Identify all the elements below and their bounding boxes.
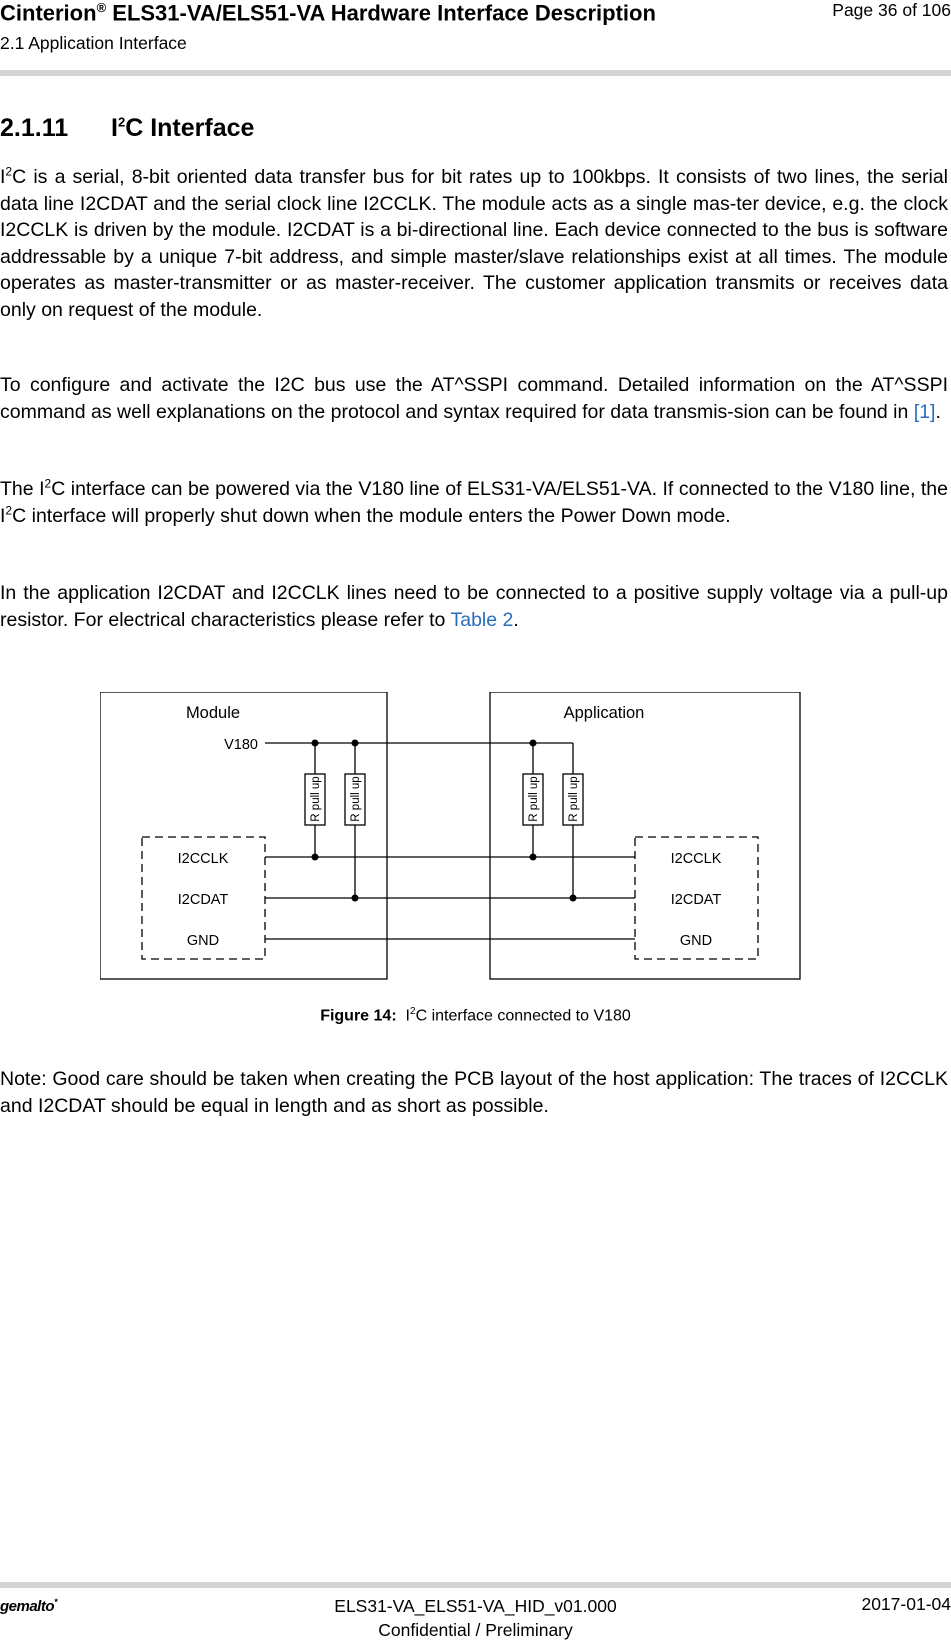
text-run: C interface can be powered via the V180 line of ELS31-VA/ELS51-VA. If connected to the V180 line, the I	[0, 478, 948, 527]
page-number: Page 36 of 106	[832, 0, 951, 20]
paragraph-i2c-overview	[0, 164, 948, 323]
module-label: Module	[185, 704, 241, 722]
footer-document-info	[0, 1594, 951, 1642]
junction-dot	[312, 854, 319, 861]
v180-label: V180	[224, 737, 258, 753]
caption-label: Figure 14:	[320, 1007, 397, 1025]
superscript: 2	[5, 164, 13, 179]
superscript: 2	[44, 476, 52, 491]
document-date: 2017-01-04	[861, 1594, 951, 1614]
text-run: .	[513, 608, 519, 631]
text-run: C interface will properly shut down when the module enters the Power Down mode.	[12, 504, 731, 527]
superscript: 2	[410, 1006, 416, 1017]
text-run: C interface connected to V180	[415, 1007, 631, 1025]
junction-dot	[312, 740, 319, 747]
paragraph-note: Note: Good care should be taken when creating the PCB layout of the host application: The traces of I2CCLK and I2CDAT should be equal in length and as short as possible.	[0, 1068, 948, 1117]
module-box	[100, 692, 387, 979]
app-pin-label: I2CDAT	[670, 892, 722, 908]
application-box	[490, 692, 800, 979]
section-title-rest: C Interface	[125, 114, 255, 142]
junction-dot	[352, 740, 359, 747]
registered-mark: ®	[96, 0, 107, 15]
reference-link[interactable]: [1]	[913, 400, 936, 423]
text-run: I	[405, 1007, 410, 1025]
text-run: In the application I2CDAT and I2CCLK lines need to be connected to a positive supply voltage via a pull-up resistor. For electrical characteristics please refer to	[0, 582, 948, 631]
confidentiality-notice: Confidential / Preliminary	[378, 1620, 573, 1640]
figure-caption	[0, 1006, 951, 1025]
module-pin-label: I2CDAT	[177, 892, 229, 908]
section-title-sup: 2	[117, 114, 126, 130]
resistor-label: R pull up	[528, 776, 540, 822]
logo-mark: *	[54, 1597, 58, 1607]
paragraph-pull-up	[0, 580, 948, 633]
app-pin-label: I2CCLK	[670, 851, 722, 867]
document-title	[0, 0, 656, 26]
junction-dot	[570, 895, 577, 902]
text-run: .	[935, 400, 941, 423]
module-pin-label: GND	[186, 933, 220, 949]
text-run: The I	[0, 478, 45, 500]
paragraph-v180-power	[0, 476, 948, 529]
text-run: I	[0, 166, 6, 188]
brand-name: Cinterion	[0, 0, 97, 26]
paragraph-configure	[0, 372, 948, 425]
module-pin-label: I2CCLK	[177, 851, 229, 867]
app-pin-label: GND	[679, 933, 713, 949]
i2c-circuit-diagram	[100, 692, 840, 992]
footer-divider	[0, 1582, 951, 1588]
text-run: C is a serial, 8-bit oriented data transfer bus for bit rates up to 100kbps. It consists of two lines, the serial data line I2CDAT and the serial clock line I2CCLK. The module acts as a single mas-ter device, e.g. the clock I2CCLK is driven by the module. I2CDAT is a bi-directional line. Each device connected to the bus is software addressable by a unique 7-bit address, and simple master/slave relationships exist at all times. The module operates as master-transmitter or as master-receiver. The customer application transmits or receives data only on request of the module.	[0, 166, 948, 321]
junction-dot	[352, 895, 359, 902]
section-heading	[0, 114, 254, 143]
resistor-label: R pull up	[310, 776, 322, 822]
table-link[interactable]: Table 2	[450, 608, 514, 631]
header-divider	[0, 70, 951, 76]
section-number: 2.1.11	[0, 114, 69, 142]
text-run: To configure and activate the I2C bus use the AT^SSPI command. Detailed information on the AT^SSPI command as well explanations on the protocol and syntax required for data transmis-sion can be found in	[0, 374, 948, 423]
resistor-label: R pull up	[350, 776, 362, 822]
junction-dot	[530, 854, 537, 861]
superscript: 2	[5, 503, 13, 517]
section-title-prefix: I	[111, 114, 118, 142]
document-id: ELS31-VA_ELS51-VA_HID_v01.000	[334, 1596, 617, 1616]
application-label: Application	[563, 704, 645, 722]
resistor-label: R pull up	[568, 776, 580, 822]
chapter-subtitle: 2.1 Application Interface	[0, 33, 187, 53]
logo-text: gemalto	[0, 1598, 55, 1615]
junction-dot	[530, 740, 537, 747]
title-text: ELS31-VA/ELS51-VA Hardware Interface Description	[106, 0, 656, 26]
